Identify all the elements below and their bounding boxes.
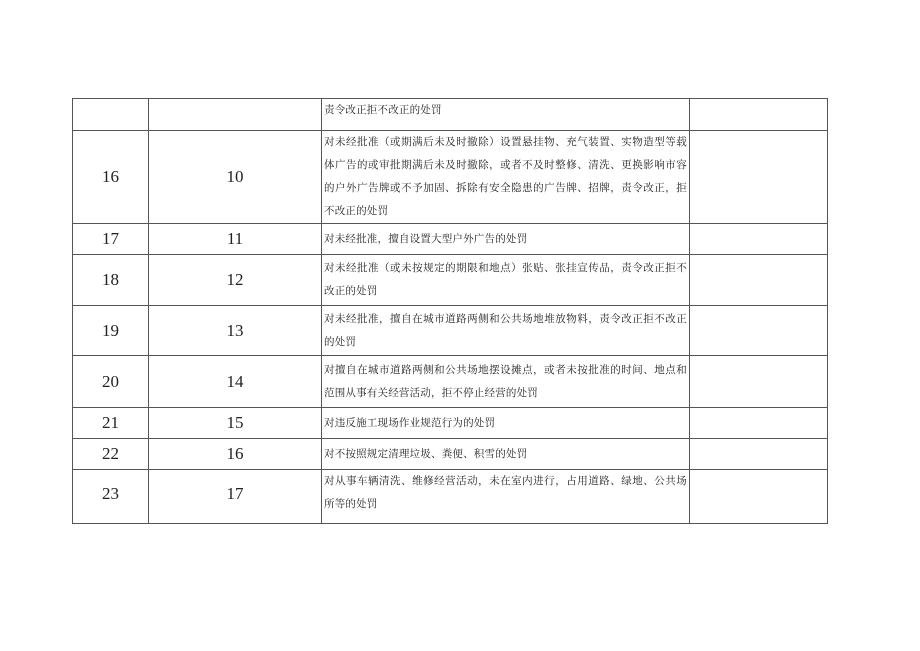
table-row (73, 470, 828, 524)
row-item-cell: 16 (149, 439, 322, 470)
row-note-cell (690, 439, 828, 470)
table-row (73, 255, 828, 306)
table-row (73, 356, 828, 408)
row-desc-cell (322, 356, 690, 408)
row-desc-cell (322, 439, 690, 470)
row-item-cell: 13 (149, 306, 322, 356)
row-note-cell (690, 224, 828, 255)
row-desc-cell (322, 306, 690, 356)
row-desc-text: 对不按照规定清理垃圾、粪便、积雪的处罚 (324, 447, 528, 460)
table-row (73, 99, 828, 131)
row-seq-cell: 17 (73, 224, 149, 255)
table-row (73, 224, 828, 255)
row-desc-cell (322, 224, 690, 255)
row-note-cell (690, 306, 828, 356)
row-item-cell: 11 (149, 224, 322, 255)
row-desc-cell (322, 408, 690, 439)
row-note-cell (690, 99, 828, 131)
table-row (73, 131, 828, 224)
table-row (73, 306, 828, 356)
row-desc-cell (322, 131, 690, 224)
row-desc-cell (322, 470, 690, 524)
row-note-cell (690, 470, 828, 524)
row-desc-text: 责令改正拒不改正的处罚 (324, 104, 442, 116)
row-desc-text: 对未经批准，擅自设置大型户外广告的处罚 (324, 232, 528, 245)
row-item-cell: 14 (149, 356, 322, 408)
row-seq-cell: 23 (73, 470, 149, 524)
row-seq-cell: 21 (73, 408, 149, 439)
table-row (73, 408, 828, 439)
penalty-table (72, 98, 828, 524)
row-seq-cell: 16 (73, 131, 149, 224)
row-desc-text: 对未经批准（或未按规定的期限和地点）张贴、张挂宣传品，责令改正拒不改正的处罚 (324, 262, 687, 297)
row-item-cell: 10 (149, 131, 322, 224)
row-desc-text: 对未经批准（或期满后未及时撤除）设置悬挂物、充气装置、实物造型等载体广告的或审批期满后未及时撤除，或者不及时整修、清洗、更换影响市容的户外广告牌或不予加固、拆除有安全隐患的广告牌、招牌，责令改正，拒不改正的处罚 (324, 136, 687, 217)
row-desc-cell (322, 255, 690, 306)
row-desc-cell (322, 99, 690, 131)
row-item-cell (149, 99, 322, 131)
row-note-cell (690, 131, 828, 224)
row-desc-text: 对未经批准，擅自在城市道路两侧和公共场地堆放物料，责令改正拒不改正的处罚 (324, 312, 687, 348)
table-row (73, 439, 828, 470)
row-seq-cell: 20 (73, 356, 149, 408)
row-item-cell: 12 (149, 255, 322, 306)
row-note-cell (690, 356, 828, 408)
row-desc-text: 对违反施工现场作业规范行为的处罚 (324, 416, 496, 429)
row-item-cell: 15 (149, 408, 322, 439)
row-note-cell (690, 408, 828, 439)
row-seq-cell: 19 (73, 306, 149, 356)
row-seq-cell: 22 (73, 439, 149, 470)
row-seq-cell: 18 (73, 255, 149, 306)
row-desc-text: 对擅自在城市道路两侧和公共场地摆设摊点，或者未按批准的时间、地点和范围从事有关经营活动，拒不停止经营的处罚 (324, 363, 687, 399)
row-item-cell: 17 (149, 470, 322, 524)
row-note-cell (690, 255, 828, 306)
row-seq-cell (73, 99, 149, 131)
row-desc-text: 对从事车辆清洗、维修经营活动，未在室内进行，占用道路、绿地、公共场所等的处罚 (324, 475, 687, 510)
